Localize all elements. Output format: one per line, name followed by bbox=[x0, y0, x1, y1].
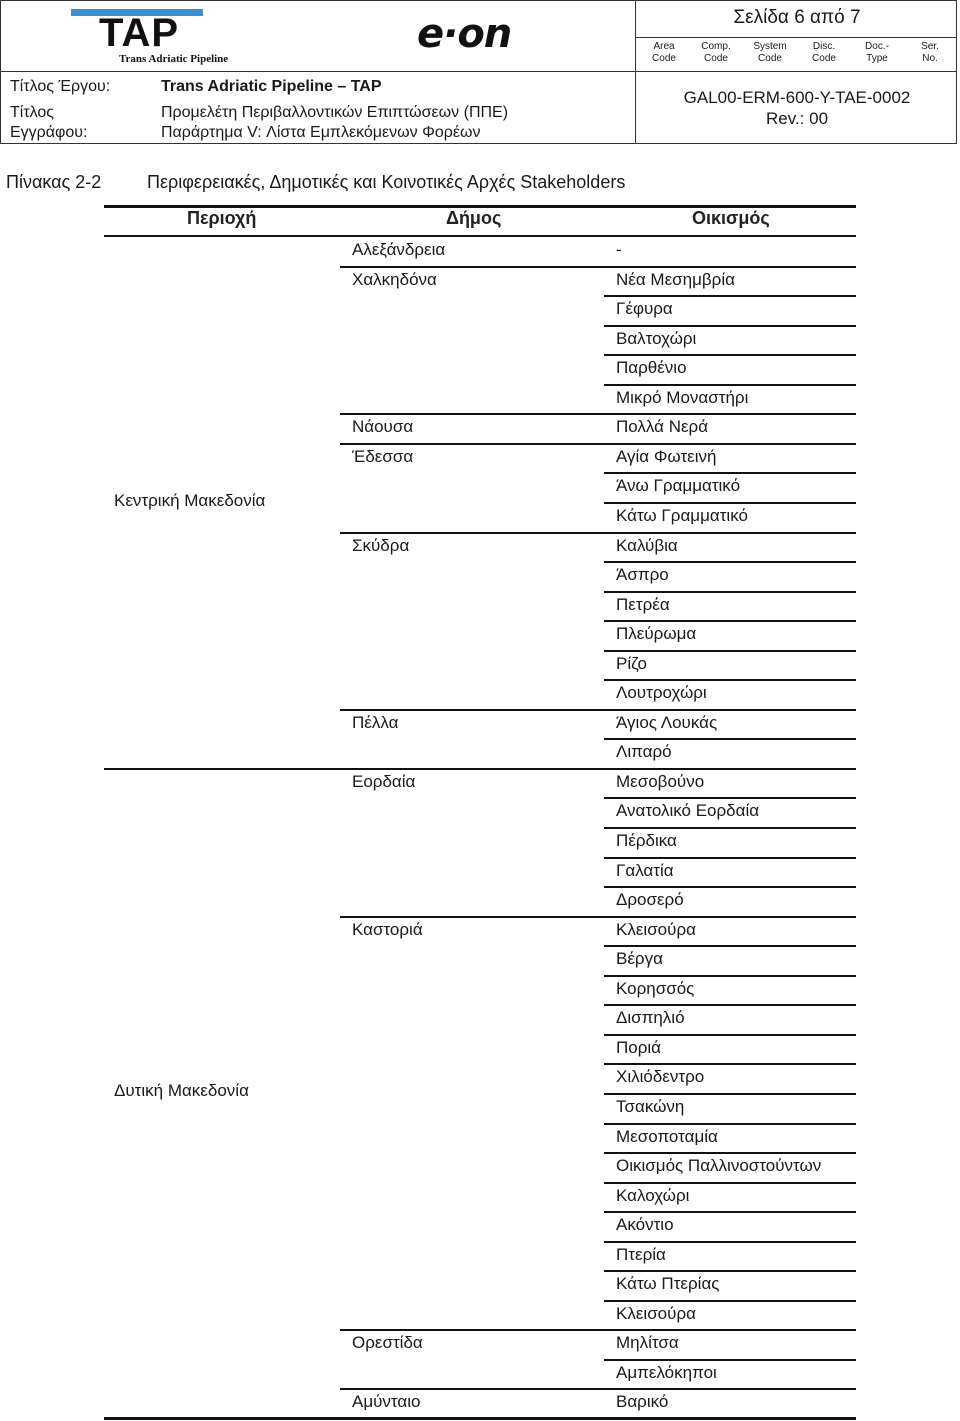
row-rule bbox=[604, 1093, 856, 1095]
column-header-municipality: Δήμος bbox=[446, 208, 502, 228]
settlement-cell: Μικρό Μοναστήρι bbox=[616, 387, 749, 407]
row-rule bbox=[604, 1300, 856, 1302]
settlement-cell: Πλεύρωμα bbox=[616, 624, 697, 644]
settlement-cell: Κλεισούρα bbox=[616, 919, 696, 939]
row-rule bbox=[604, 561, 856, 563]
document-header bbox=[0, 0, 957, 144]
row-rule bbox=[604, 945, 856, 947]
settlement-cell: Άγιος Λουκάς bbox=[616, 712, 718, 732]
header-divider bbox=[635, 37, 957, 38]
row-rule bbox=[604, 384, 856, 386]
row-rule bbox=[604, 325, 856, 327]
doc-title-label: Εγγράφου: bbox=[10, 124, 88, 141]
settlement-cell: Πετρέα bbox=[616, 594, 670, 614]
region-western-macedonia: Δυτική Μακεδονία bbox=[114, 1081, 249, 1100]
settlement-cell: Δισπηλιό bbox=[616, 1008, 685, 1028]
code-cell-doctype bbox=[854, 41, 900, 71]
settlement-cell: Χιλιόδεντρο bbox=[616, 1067, 705, 1087]
row-rule bbox=[340, 443, 856, 445]
code-cell-disc bbox=[801, 41, 847, 71]
settlement-cell: Άνω Γραμματικό bbox=[616, 476, 741, 496]
settlement-cell: Λουτροχώρι bbox=[616, 683, 707, 703]
row-rule bbox=[604, 738, 856, 740]
row-rule bbox=[604, 620, 856, 622]
code-label: Comp. bbox=[701, 41, 731, 52]
row-rule bbox=[340, 1329, 856, 1331]
page-number: Σελίδα 6 από 7 bbox=[733, 7, 861, 28]
settlement-cell: Μεσοποταμία bbox=[616, 1126, 718, 1146]
settlement-cell: Νέα Μεσημβρία bbox=[616, 269, 735, 289]
code-label: Code bbox=[704, 53, 728, 64]
code-label: Doc.- bbox=[865, 41, 889, 52]
settlement-cell: Κάτω Πτερίας bbox=[616, 1274, 720, 1294]
row-rule bbox=[604, 1034, 856, 1036]
settlement-cell: Πτερία bbox=[616, 1244, 666, 1264]
row-rule bbox=[340, 266, 856, 268]
header-divider bbox=[1, 71, 635, 72]
settlement-cell: Αμπελόκηποι bbox=[616, 1362, 717, 1382]
code-label: Code bbox=[812, 53, 836, 64]
row-rule bbox=[340, 916, 856, 918]
settlement-cell: Βέργα bbox=[616, 949, 663, 969]
settlement-cell: Τσακώνη bbox=[616, 1096, 685, 1116]
row-rule bbox=[604, 1123, 856, 1125]
header-divider bbox=[635, 71, 957, 72]
settlement-cell: Κορησσός bbox=[616, 978, 695, 998]
settlement-cell: Μεσοβούνο bbox=[616, 771, 705, 791]
code-label: Area bbox=[653, 41, 675, 52]
settlement-cell: Ακόντιο bbox=[616, 1215, 674, 1235]
code-cell-comp bbox=[693, 41, 739, 71]
doc-subtitle-value: Παράρτημα V: Λίστα Εμπλεκόμενων Φορέων bbox=[161, 124, 481, 141]
settlement-cell: Κλεισούρα bbox=[616, 1303, 696, 1323]
row-rule bbox=[604, 975, 856, 977]
settlement-cell: Πέρδικα bbox=[616, 831, 677, 850]
row-rule bbox=[604, 650, 856, 652]
code-label: Code bbox=[652, 53, 676, 64]
settlement-cell: Οικισμός Παλλινοστούντων bbox=[616, 1156, 822, 1176]
tap-logo-subtitle: Trans Adriatic Pipeline bbox=[119, 53, 229, 65]
table-caption-number: Πίνακας 2-2 bbox=[6, 172, 102, 192]
settlement-cell: Αγία Φωτεινή bbox=[616, 446, 717, 466]
row-rule bbox=[604, 1359, 856, 1361]
doc-title-value: Προμελέτη Περιβαλλοντικών Επιπτώσεων (ΠΠΕ) bbox=[161, 104, 509, 121]
municipality-cell: Έδεσσα bbox=[352, 446, 414, 466]
row-rule bbox=[604, 827, 856, 829]
settlement-cell: Καλοχώρι bbox=[616, 1185, 690, 1205]
row-rule bbox=[604, 295, 856, 297]
municipality-cell: Καστοριά bbox=[352, 919, 423, 939]
settlement-cell: Κάτω Γραμματικό bbox=[616, 505, 748, 525]
settlement-cell: Ποριά bbox=[616, 1037, 662, 1057]
municipality-cell: Εορδαία bbox=[352, 771, 416, 791]
municipality-cell: Αλεξάνδρεια bbox=[352, 240, 446, 259]
revision: Rev.: 00 bbox=[765, 109, 829, 128]
settlement-cell: Ρίζο bbox=[616, 653, 647, 673]
row-rule bbox=[604, 472, 856, 474]
row-rule bbox=[340, 1388, 856, 1390]
row-rule bbox=[604, 502, 856, 504]
tap-logo-text: TAP bbox=[99, 11, 180, 55]
project-title-label: Τίτλος Έργου: bbox=[10, 78, 111, 95]
row-rule bbox=[604, 591, 856, 593]
row-rule bbox=[604, 857, 856, 859]
doc-title-label: Τίτλος bbox=[10, 104, 55, 121]
row-rule bbox=[340, 532, 856, 534]
header-divider bbox=[635, 1, 636, 143]
code-label: Code bbox=[758, 53, 782, 64]
settlement-cell: Μηλίτσα bbox=[616, 1333, 679, 1353]
code-label: Type bbox=[866, 53, 888, 64]
code-label: Disc. bbox=[812, 41, 836, 52]
table-caption-title: Περιφερειακές, Δημοτικές και Κοινοτικές Αρχές Stakeholders bbox=[147, 172, 626, 192]
code-label: System bbox=[753, 41, 787, 52]
row-rule bbox=[604, 679, 856, 681]
row-rule bbox=[604, 1241, 856, 1243]
settlement-cell: Γέφυρα bbox=[616, 299, 673, 319]
code-cell-area bbox=[641, 41, 687, 71]
region-central-macedonia: Κεντρική Μακεδονία bbox=[114, 491, 266, 510]
row-rule bbox=[604, 797, 856, 799]
settlement-cell: Βαρικό bbox=[616, 1392, 669, 1412]
municipality-cell: Νάουσα bbox=[352, 417, 414, 437]
settlement-cell: Ανατολικό Εορδαία bbox=[616, 801, 760, 821]
settlement-cell: - bbox=[616, 240, 622, 259]
row-rule bbox=[340, 709, 856, 711]
code-cell-system bbox=[747, 41, 793, 71]
project-title-value: Trans Adriatic Pipeline – TAP bbox=[161, 78, 382, 95]
eon-logo: e·on bbox=[417, 11, 512, 57]
settlement-cell: Καλύβια bbox=[616, 535, 678, 555]
municipality-cell: Πέλλα bbox=[352, 712, 399, 732]
row-rule bbox=[104, 768, 856, 770]
tap-logo bbox=[71, 9, 261, 67]
column-header-region: Περιοχή bbox=[187, 208, 257, 228]
document-number: GAL00-ERM-600-Y-TAE-0002 bbox=[683, 88, 911, 107]
row-rule bbox=[340, 413, 856, 415]
municipality-cell: Σκύδρα bbox=[352, 535, 410, 555]
settlement-cell: Δροσερό bbox=[616, 890, 684, 910]
table-bottom-rule bbox=[104, 1417, 856, 1420]
code-label: No. bbox=[922, 53, 938, 64]
row-rule bbox=[604, 1211, 856, 1213]
settlement-cell: Βαλτοχώρι bbox=[616, 328, 697, 348]
row-rule bbox=[604, 1063, 856, 1065]
settlement-cell: Παρθένιο bbox=[616, 358, 687, 378]
code-cell-serno bbox=[907, 41, 953, 71]
row-rule bbox=[604, 886, 856, 888]
row-rule bbox=[604, 1270, 856, 1272]
table-header-rule bbox=[104, 235, 856, 237]
settlement-cell: Πολλά Νερά bbox=[616, 417, 709, 437]
row-rule bbox=[604, 1004, 856, 1006]
row-rule bbox=[604, 1182, 856, 1184]
municipality-cell: Αμύνταιο bbox=[352, 1392, 421, 1412]
row-rule bbox=[604, 1152, 856, 1154]
municipality-cell: Χαλκηδόνα bbox=[352, 269, 437, 289]
stakeholders-table bbox=[104, 205, 856, 1421]
settlement-cell: Λιπαρό bbox=[616, 742, 672, 762]
settlement-cell: Γαλατία bbox=[616, 860, 674, 880]
settlement-cell: Άσπρο bbox=[616, 565, 669, 585]
row-rule bbox=[604, 354, 856, 356]
column-header-settlement: Οικισμός bbox=[692, 208, 770, 228]
municipality-cell: Ορεστίδα bbox=[352, 1333, 423, 1353]
code-label: Ser. bbox=[921, 41, 939, 52]
